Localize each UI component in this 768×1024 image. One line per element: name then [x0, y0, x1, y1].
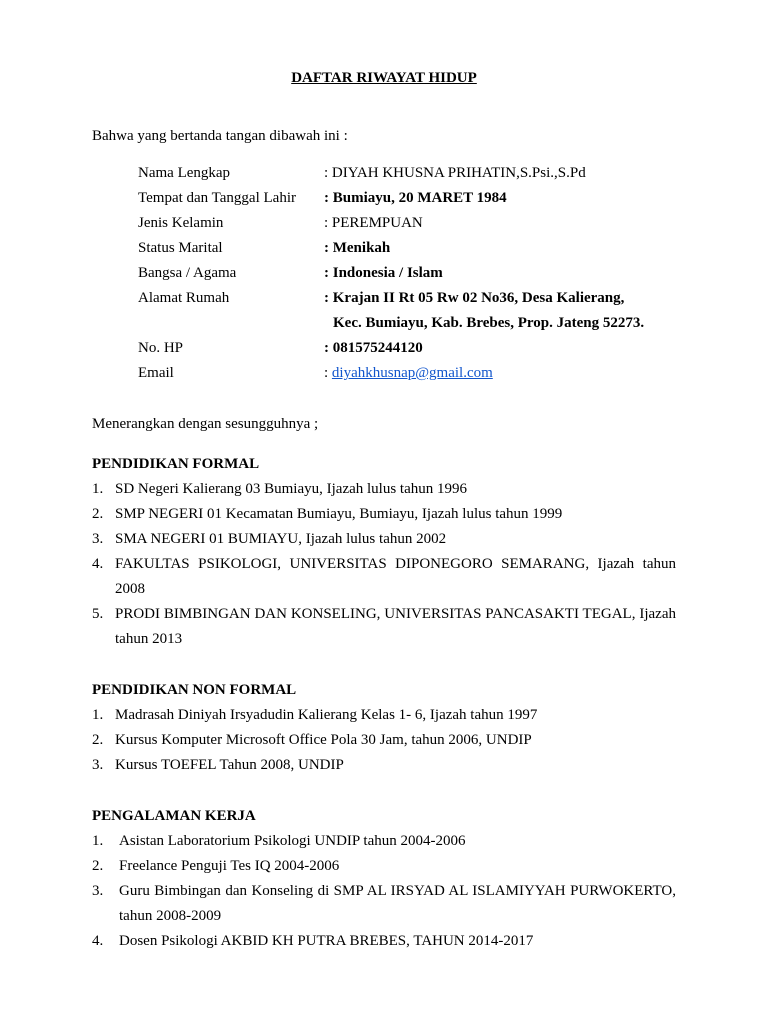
list-number: 2.: [92, 506, 104, 522]
identity-label: Status Marital: [138, 240, 223, 256]
email-link[interactable]: diyahkhusnap@gmail.com: [331, 365, 493, 381]
identity-label: Nama Lengkap: [138, 165, 231, 181]
identity-row-jenis-kelamin: [138, 211, 698, 236]
identity-label: Email: [138, 365, 174, 381]
list-text: SMP NEGERI 01 Kecamatan Bumiayu, Bumiayu, Ijazah lulus tahun 1999: [115, 506, 563, 522]
experience-list: [92, 829, 676, 954]
section-heading: PENGALAMAN KERJA: [92, 808, 256, 824]
non-formal-list: [92, 703, 676, 778]
list-item: [92, 477, 676, 502]
list-item: [92, 753, 676, 778]
list-number: 2.: [92, 732, 104, 748]
identity-value: : Bumiayu, 20 MARET 1984: [324, 190, 507, 206]
list-number: 2.: [92, 858, 104, 874]
identity-row-nama: [138, 161, 698, 186]
list-number: 1.: [92, 833, 104, 849]
list-item: [92, 854, 676, 879]
list-text: Guru Bimbingan dan Konseling di SMP AL IRSYAD AL ISLAMIYYAH PURWOKERTO, tahun 2008-2009: [119, 883, 676, 924]
identity-value: : 081575244120: [324, 340, 423, 356]
list-text: SD Negeri Kalierang 03 Bumiayu, Ijazah lulus tahun 1996: [115, 481, 468, 497]
list-text: FAKULTAS PSIKOLOGI, UNIVERSITAS DIPONEGORO SEMARANG, Ijazah tahun 2008: [115, 556, 676, 597]
section-heading: PENDIDIKAN FORMAL: [92, 456, 260, 472]
list-item: [92, 552, 676, 602]
list-number: 1.: [92, 481, 104, 497]
section-heading: PENDIDIKAN NON FORMAL: [92, 682, 297, 698]
list-item: [92, 602, 676, 652]
list-text: SMA NEGERI 01 BUMIAYU, Ijazah lulus tahun 2002: [115, 531, 447, 547]
identity-value: [324, 361, 698, 386]
list-item: [92, 728, 676, 753]
identity-value: : Menikah: [324, 240, 391, 256]
list-item: [92, 829, 676, 854]
identity-value: : Indonesia / Islam: [324, 265, 443, 281]
identity-row-alamat-cont: [138, 311, 698, 336]
list-item: [92, 879, 676, 929]
list-item: [92, 929, 676, 954]
identity-row-hp: [138, 336, 698, 361]
identity-label: Alamat Rumah: [138, 290, 230, 306]
identity-label: Jenis Kelamin: [138, 215, 224, 231]
list-number: 3.: [92, 531, 104, 547]
identity-label: No. HP: [138, 340, 184, 356]
list-text: Freelance Penguji Tes IQ 2004-2006: [119, 858, 340, 874]
identity-row-email: [138, 361, 698, 386]
list-text: Kursus Komputer Microsoft Office Pola 30 Jam, tahun 2006, UNDIP: [115, 732, 532, 748]
menerangkan-text: Menerangkan dengan sesungguhnya ;: [92, 416, 319, 432]
document-title: DAFTAR RIWAYAT HIDUP: [291, 70, 477, 86]
identity-label: Bangsa / Agama: [138, 265, 237, 281]
list-text: Kursus TOEFEL Tahun 2008, UNDIP: [115, 757, 344, 773]
list-text: PRODI BIMBINGAN DAN KONSELING, UNIVERSITAS PANCASAKTI TEGAL, Ijazah tahun 2013: [115, 606, 676, 647]
identity-value: : PEREMPUAN: [324, 215, 423, 231]
list-number: 1.: [92, 707, 104, 723]
identity-value: : Krajan II Rt 05 Rw 02 No36, Desa Kalierang,: [324, 290, 625, 306]
identity-row-status: [138, 236, 698, 261]
list-text: Dosen Psikologi AKBID KH PUTRA BREBES, TAHUN 2014-2017: [119, 933, 534, 949]
list-number: 3.: [92, 757, 104, 773]
list-number: 4.: [92, 556, 104, 572]
identity-row-alamat: [138, 286, 698, 311]
list-number: 5.: [92, 606, 104, 622]
list-item: [92, 502, 676, 527]
list-text: Asistan Laboratorium Psikologi UNDIP tahun 2004-2006: [119, 833, 466, 849]
list-item: [92, 527, 676, 552]
section-pendidikan-formal: [92, 452, 676, 652]
identity-value: : DIYAH KHUSNA PRIHATIN,S.Psi.,S.Pd: [324, 165, 586, 181]
intro-text: Bahwa yang bertanda tangan dibawah ini :: [92, 128, 348, 144]
identity-value: Kec. Bumiayu, Kab. Brebes, Prop. Jateng 52273.: [333, 315, 645, 331]
list-item: [92, 703, 676, 728]
list-number: 3.: [92, 883, 104, 899]
identity-row-ttl: [138, 186, 698, 211]
identity-label: [138, 311, 324, 336]
identity-row-bangsa-agama: [138, 261, 698, 286]
education-list: [92, 477, 676, 652]
section-pendidikan-non-formal: [92, 678, 676, 778]
list-text: Madrasah Diniyah Irsyadudin Kalierang Kelas 1- 6, Ijazah tahun 1997: [115, 707, 538, 723]
list-number: 4.: [92, 933, 104, 949]
section-pengalaman-kerja: [92, 804, 676, 954]
identity-label: Tempat dan Tanggal Lahir: [138, 190, 296, 206]
email-prefix: :: [324, 365, 332, 381]
identity-table: [138, 161, 698, 386]
